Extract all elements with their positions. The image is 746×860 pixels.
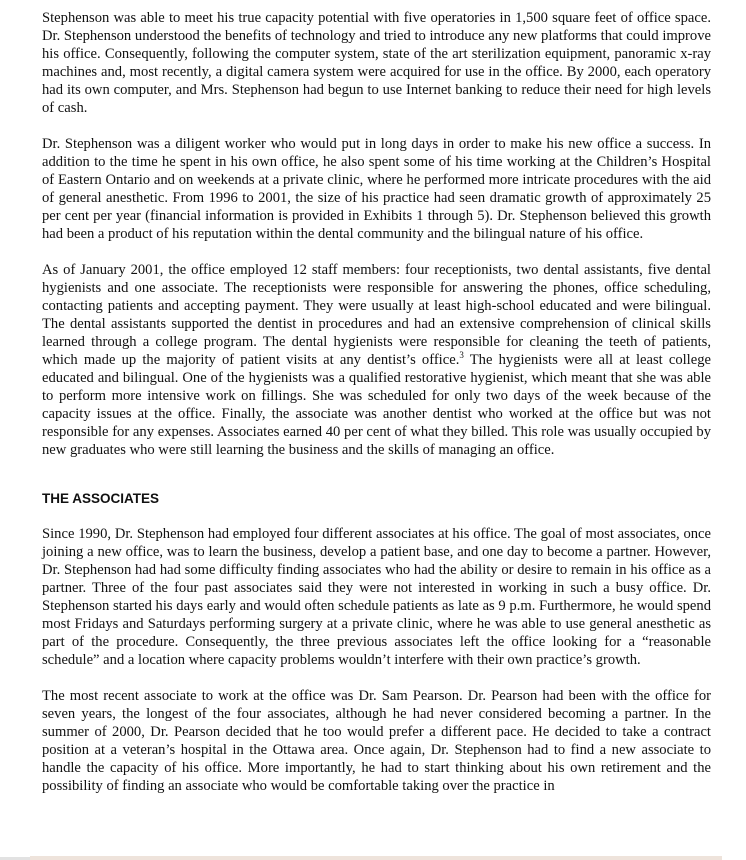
paragraph-technology: Stephenson was able to meet his true capacity potential with five operatories in 1,500 square feet of office space. Dr. Stephenson understood the benefits of technology and tried to introduce any new platforms that could improve his office. Consequently, following the computer system, state of the art sterilization equipment, panoramic x-ray machines and, most recently, a digital camera system were acquired for use in the office. By 2000, each operatory had its own computer, and Mrs. Stephenson had begun to use Internet banking to reduce their need for high levels of cash. [42, 10, 711, 116]
staff-text-part1: As of January 2001, the office employed 12 staff members: four receptionists, two dental assistants, five dental hygienists and one associate. The receptionists were responsible for answering the phones, office scheduling, contacting patients and accepting payment. They were usually at least high-school educated and were bilingual. The dental assistants supported the dentist in procedures and had an extensive comprehension of clinical skills learned through a college program. The dental hygienists were responsible for cleaning the teeth of patients, which made up the majority of patient visits at any dentist’s office. [42, 262, 711, 368]
paragraph-pearson: The most recent associate to work at the office was Dr. Sam Pearson. Dr. Pearson had been with the office for seven years, the longest of the four associates, although he had never considered becoming a partner. In the summer of 2000, Dr. Pearson decided that he too would prefer a different pace. He decided to take a contract position at a veteran’s hospital in the Ottawa area. Once again, Dr. Stephenson had to find a new associate to handle the capacity of his office. More importantly, he had to start thinking about his own retirement and the possibility of finding an associate who would be comfortable taking over the practice in [42, 688, 711, 794]
section-heading: THE ASSOCIATES [42, 491, 160, 506]
document-page [42, 9, 711, 813]
page-bottom-edge [30, 856, 722, 860]
footnote-marker[interactable]: 3 [459, 350, 464, 361]
paragraph-growth: Dr. Stephenson was a diligent worker who would put in long days in order to make his new office a success. In addition to the time he spent in his own office, he also spent some of his time working at the Children’s Hospital of Eastern Ontario and on weekends at a private clinic, where he performed more intricate procedures with the aid of general anesthetic. From 1996 to 2001, the size of his practice had seen dramatic growth of approximately 25 per cent per year (financial information is provided in Exhibits 1 through 5). Dr. Stephenson believed this growth had been a product of his reputation within the dental community and the bilingual nature of his office. [42, 136, 711, 242]
paragraph-staff [42, 261, 711, 459]
staff-text-part2: The hygienists were all at least college educated and bilingual. One of the hygienists was a qualified restorative hygienist, which meant that she was able to perform more intensive work on fillings. She was scheduled for only two days of the week because of the capacity issues at the office. Finally, the associate was another dentist who worked at the office but was not responsible for any expenses. Associates earned 40 per cent of what they billed. This role was usually occupied by new graduates who were still learning the business and the skills of managing an office. [42, 352, 711, 458]
paragraph-associates-history: Since 1990, Dr. Stephenson had employed four different associates at his office. The goal of most associates, once joining a new office, was to learn the business, develop a patient base, and one day to become a partner. However, Dr. Stephenson had had some difficulty finding associates who had the ability or desire to remain in his office as a partner. Three of the four past associates said they were not interested in working in such a busy office. Dr. Stephenson started his days early and would often schedule patients as late as 9 p.m. Furthermore, he would spend most Fridays and Saturdays performing surgery at a private clinic, where he was able to use general anesthetic as part of the procedure. Consequently, the three previous associates left the office looking for a “reasonable schedule” and a location where capacity problems wouldn’t interfere with their own practice’s growth. [42, 526, 711, 668]
